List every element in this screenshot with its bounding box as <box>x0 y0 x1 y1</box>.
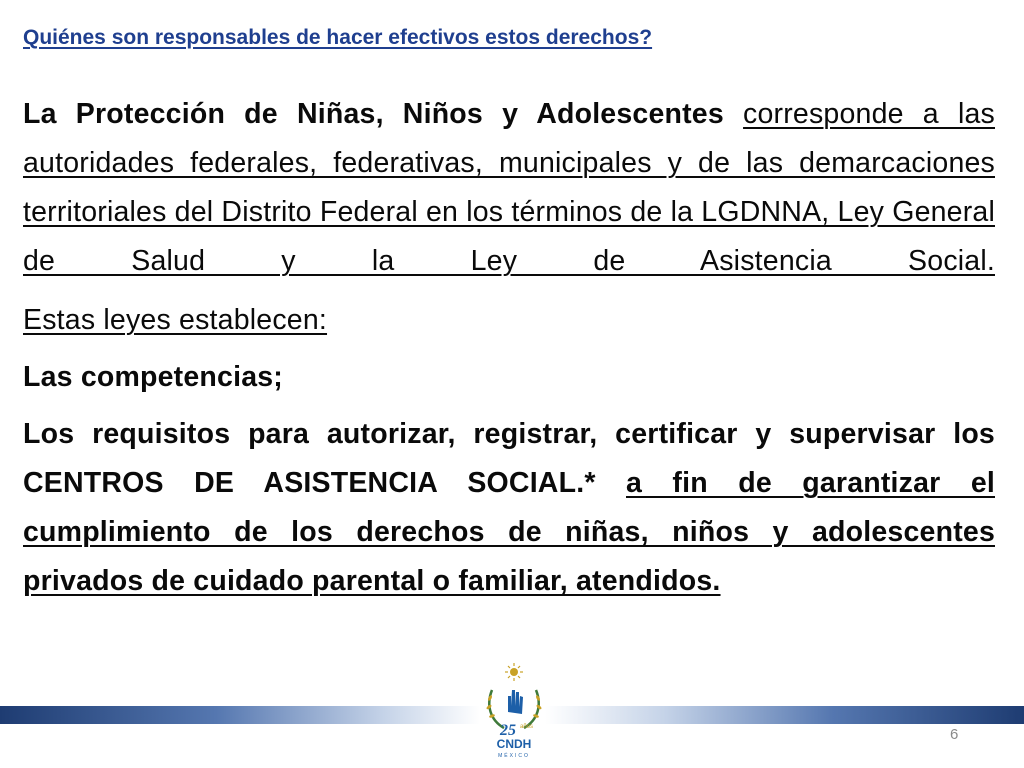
protection-subject: La Protección de Niñas, Niños y Adolescentes <box>23 98 724 130</box>
raised-hand-icon <box>508 690 523 714</box>
logo-years-text: 25 <box>500 722 516 739</box>
logo-org-text: CNDH <box>496 737 532 751</box>
footer-band-right <box>545 706 1024 724</box>
paragraph-requirements <box>23 410 995 606</box>
logo-anos-text: años <box>520 724 534 730</box>
slide-body <box>23 90 995 606</box>
competencies-text: Las competencias; <box>23 361 283 393</box>
paragraph-protection <box>23 90 995 286</box>
cndh-25-logo <box>478 660 550 760</box>
protection-authorities: corresponde a las autoridades federales, federativas, municipales y de las demarcaciones territoriales del Distrito Federal en los términos de la LGDNNA, Ley General de Salud y la Ley de Asistencia Social. <box>23 98 995 277</box>
paragraph-laws-establish <box>23 296 995 345</box>
slide-heading: Quiénes son responsables de hacer efectivos estos derechos? <box>23 26 653 49</box>
sun-icon <box>505 663 523 681</box>
laws-establish-text: Estas leyes establecen: <box>23 304 328 336</box>
requirements-text: Los requisitos para autorizar, registrar, certificar y supervisar los CENTROS DE ASISTENCIA SOCIAL.* <box>23 418 995 499</box>
paragraph-competencies <box>23 353 995 402</box>
logo-country-text: MÉXICO <box>498 753 530 759</box>
page-number: 6 <box>950 726 959 743</box>
requirements-purpose: a fin de garantizar el cumplimiento de los derechos de niñas, niños y adolescentes privados de cuidado parental o familiar, atendidos. <box>23 467 995 597</box>
footer-band-left <box>0 706 480 724</box>
